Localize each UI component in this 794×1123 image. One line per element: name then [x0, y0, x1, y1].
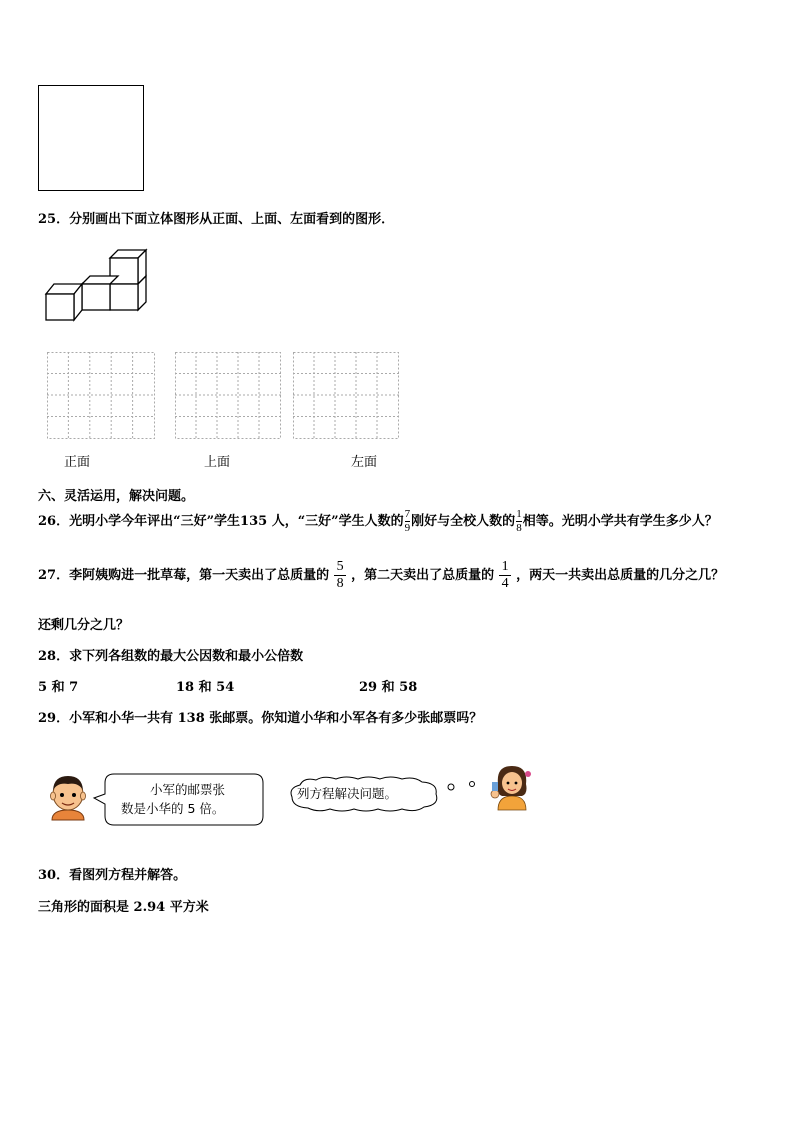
q26-fraction-1 — [405, 509, 411, 534]
grid-left-view[interactable] — [293, 352, 399, 439]
q26-text-1: 26．光明小学今年评出“三好”学生135 人，“三好”学生人数的 — [38, 514, 404, 529]
section-6-heading: 六、灵活运用，解决问题。 — [38, 489, 195, 504]
q27-fraction-1 — [334, 560, 346, 591]
q26-frac2-num: 1 — [516, 508, 522, 520]
q26-fraction-2 — [516, 509, 522, 534]
question-27 — [38, 558, 724, 594]
q26-text-3: 相等。光明小学共有学生多少人？ — [522, 514, 718, 529]
question-29: 29．小军和小华一共有 138 张邮票。你知道小华和小军各有多少张邮票吗？ — [38, 711, 483, 726]
girl-thought-text: 列方程解决问题。 — [297, 786, 398, 801]
answer-square — [38, 85, 144, 191]
q26-frac1-num: 7 — [404, 508, 411, 520]
q26-frac1-den: 9 — [404, 522, 411, 534]
thought-dots — [446, 778, 480, 792]
q27-text-2: ，第二天卖出了总质量的 — [351, 568, 495, 583]
label-top-view: 上面 — [204, 455, 231, 470]
question-26 — [38, 508, 718, 536]
q27-text-1: 27．李阿姨购进一批草莓，第一天卖出了总质量的 — [38, 568, 330, 583]
question-25: 25．分别画出下面立体图形从正面、上面、左面看到的图形． — [38, 212, 395, 227]
q28-pair-2: 18 和 54 — [176, 680, 235, 695]
grid-top-view[interactable] — [175, 352, 281, 439]
boy-speech-line-2: 数是小华的 5 倍。 — [121, 801, 225, 816]
label-front-view: 正面 — [64, 455, 91, 470]
grid-front-view[interactable] — [47, 352, 155, 439]
q27-frac2-num: 1 — [501, 559, 509, 574]
q27-fraction-2 — [499, 560, 511, 591]
q28-pair-1: 5 和 7 — [38, 680, 79, 695]
question-28: 28．求下列各组数的最大公因数和最小公倍数 — [38, 649, 304, 664]
q27-frac2-den: 4 — [501, 576, 509, 591]
question-27-line2: 还剩几分之几？ — [38, 618, 130, 633]
q27-text-3: ，两天一共卖出总质量的几分之几？ — [516, 568, 725, 583]
q27-frac1-num: 5 — [336, 559, 344, 574]
boy-illustration — [42, 770, 94, 822]
q28-pair-3: 29 和 58 — [359, 680, 418, 695]
q27-frac1-den: 8 — [336, 576, 344, 591]
question-30-line2: 三角形的面积是 2.94 平方米 — [38, 900, 209, 915]
boy-speech-line-1: 小军的邮票张 — [150, 782, 226, 797]
q26-text-2: 刚好与全校人数的 — [411, 514, 516, 529]
label-left-view: 左面 — [351, 455, 378, 470]
q26-frac2-den: 8 — [516, 522, 522, 534]
girl-illustration — [490, 762, 534, 812]
question-30: 30．看图列方程并解答。 — [38, 868, 187, 883]
cube-figure — [40, 244, 152, 326]
